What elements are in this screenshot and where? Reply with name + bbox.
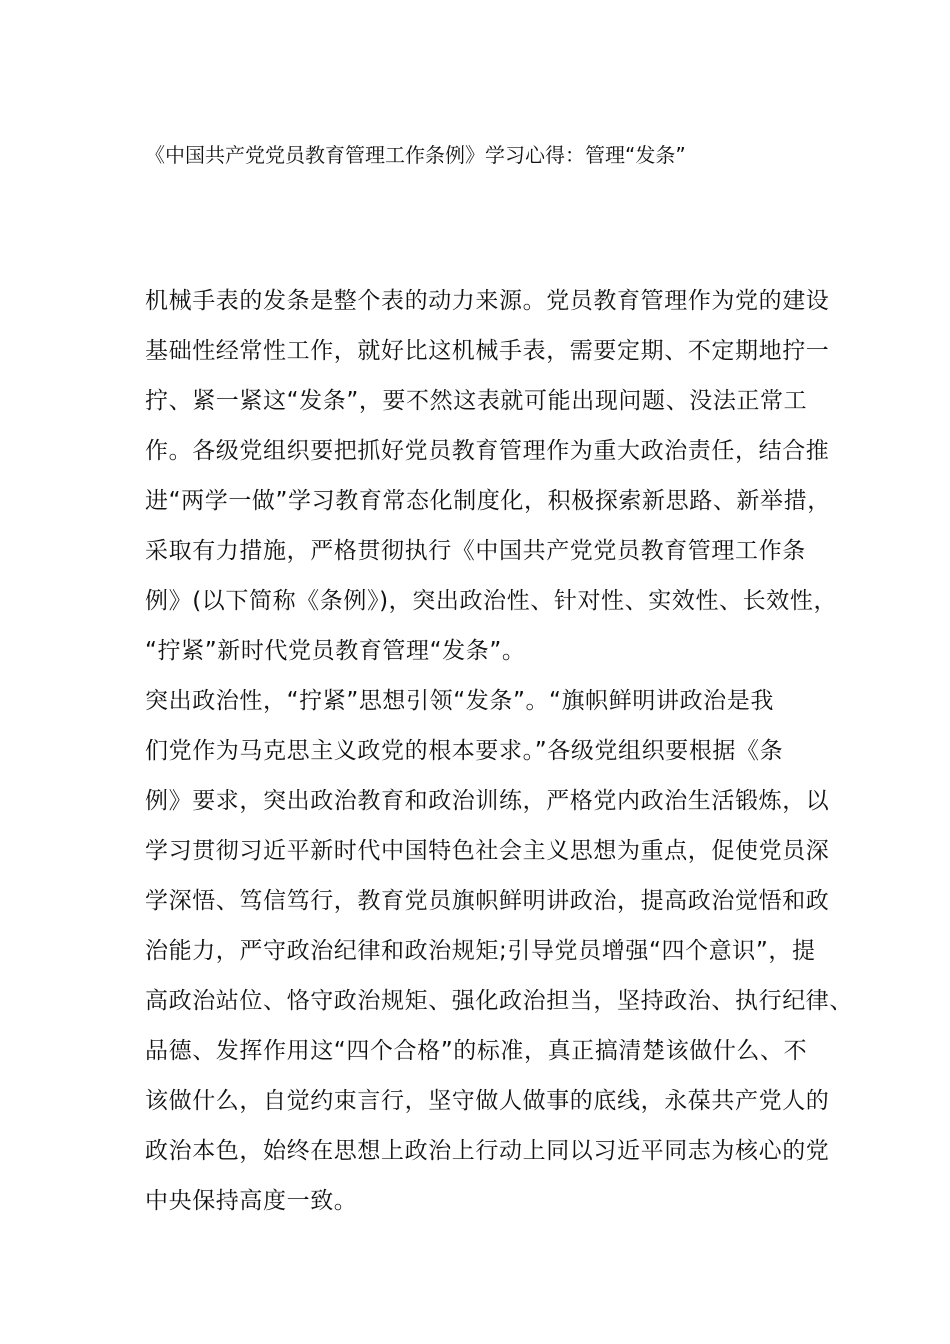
document-title: 《中国共产党党员教育管理工作条例》学习心得：管理“发条” (145, 143, 686, 167)
body-line: 学深悟、笃信笃行，教育党员旗帜鲜明讲政治，提高政治觉悟和政 (145, 888, 830, 914)
body-line: 该做什么，自觉约束言行，坚守做人做事的底线，永葆共产党人的 (145, 1088, 830, 1114)
body-line: “拧紧”新时代党员教育管理“发条”。 (145, 638, 526, 664)
body-line: 基础性经常性工作，就好比这机械手表，需要定期、不定期地拧一 (145, 338, 830, 364)
document-body (145, 276, 853, 1226)
body-line: 拧、紧一紧这“发条”，要不然这表就可能出现问题、没法正常工 (145, 388, 808, 414)
body-line: 突出政治性，“拧紧”思想引领“发条”。“旗帜鲜明讲政治是我 (145, 688, 774, 714)
body-line: 学习贯彻习近平新时代中国特色社会主义思想为重点，促使党员深 (145, 838, 830, 864)
body-line: 们党作为马克思主义政党的根本要求。”各级党组织要根据《条 (145, 738, 784, 764)
body-line: 高政治站位、恪守政治规矩、强化政治担当，坚持政治、执行纪律、 (145, 988, 853, 1014)
body-line: 采取有力措施，严格贯彻执行《中国共产党党员教育管理工作条 (145, 538, 806, 564)
body-line: 中央保持高度一致。 (145, 1188, 358, 1214)
body-line: 进“两学一做”学习教育常态化制度化，积极探索新思路、新举措， (145, 488, 831, 514)
body-line: 品德、发挥作用这“四个合格”的标准，真正搞清楚该做什么、不 (145, 1038, 808, 1064)
body-line: 例》要求，突出政治教育和政治训练，严格党内政治生活锻炼，以 (145, 788, 830, 814)
body-line: 机械手表的发条是整个表的动力来源。党员教育管理作为党的建设 (145, 288, 830, 314)
body-line: 治能力，严守政治纪律和政治规矩;引导党员增强“四个意识”，提 (145, 938, 816, 964)
body-line: 例》(以下简称《条例》)，突出政治性、针对性、实效性、长效性， (145, 588, 838, 614)
body-line: 政治本色，始终在思想上政治上行动上同以习近平同志为核心的党 (145, 1138, 830, 1164)
body-line: 作。各级党组织要把抓好党员教育管理作为重大政治责任，结合推 (145, 438, 830, 464)
